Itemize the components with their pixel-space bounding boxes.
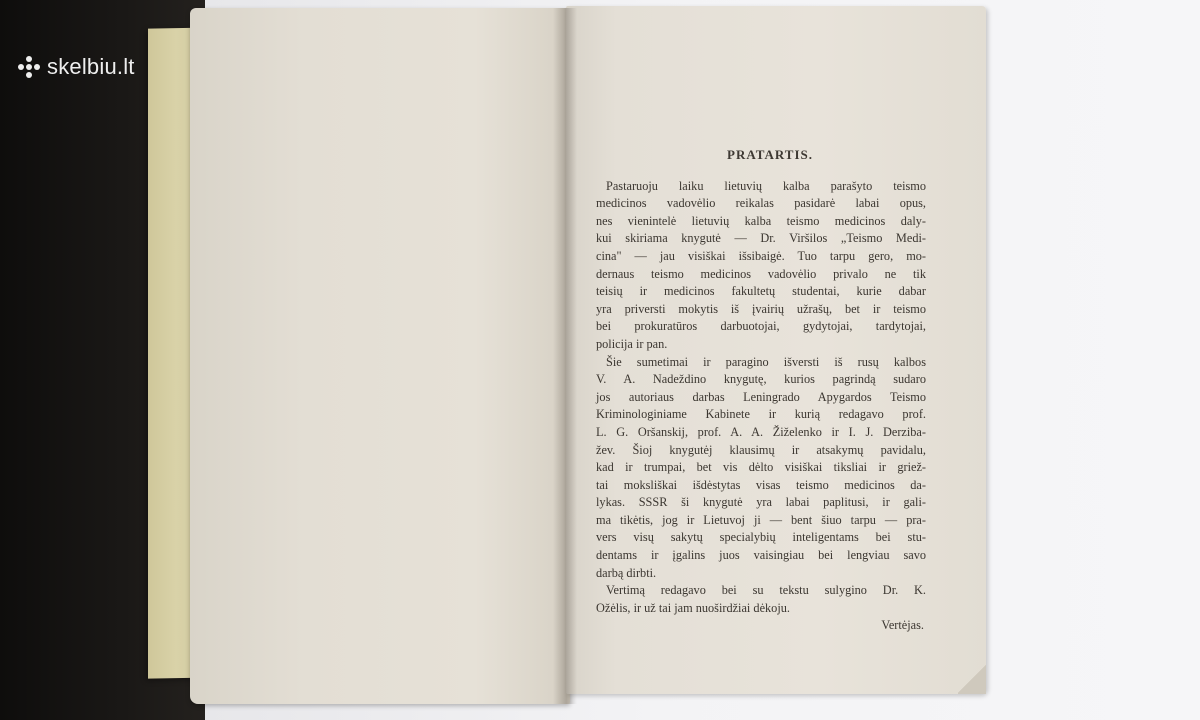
text-line: policija ir pan. <box>596 336 668 351</box>
dots-logo-icon <box>18 56 40 78</box>
page-corner-fold <box>958 664 986 694</box>
text-line: Kriminologiniame Kabinete ir kurią redagavo prof. <box>596 407 926 422</box>
text-line: yra priversti mokytis iš įvairių užrašų, bet ir teismo <box>596 301 926 316</box>
watermark-text: skelbiu.lt <box>47 54 135 79</box>
text-line: bei prokuratūros darbuotojai, gydytojai, tardytojai, <box>596 319 926 334</box>
text-line: teisių ir medicinos fakultetų studentai, kurie dabar <box>596 284 926 299</box>
text-line: jos autoriaus darbas Leningrado Apygardos Teismo <box>596 389 926 404</box>
text-line: cina" — jau visiškai išsibaigė. Tuo tarpu gero, mo- <box>596 248 926 263</box>
text-line: Ožėlis, ir už tai jam nuoširdžiai dėkoju. <box>596 600 790 615</box>
text-line: kui skiriama knygutė — Dr. Viršilos „Teismo Medi- <box>596 231 926 246</box>
text-line: nes vienintelė lietuvių kalba teismo medicinos daly- <box>596 213 926 228</box>
paragraph-2 <box>596 354 926 583</box>
watermark <box>18 54 135 80</box>
page-heading: PRATARTIS. <box>727 147 813 162</box>
text-line: kad ir trumpai, bet vis dėlto visiškai tiksliai ir griež- <box>596 460 926 475</box>
text-line: V. A. Nadeždino knygutę, kurios pagrindą sudaro <box>596 372 926 387</box>
paragraph-1 <box>596 178 926 354</box>
text-line: tai moksliškai išdėstytas visas teismo medicinos da- <box>596 477 926 492</box>
text-line: medicinos vadovėlio reikalas pasidarė labai opus, <box>596 196 926 211</box>
book-gutter <box>553 8 577 704</box>
signature: Vertėjas. <box>881 618 924 633</box>
text-line: Šie sumetimai ir paragino išversti iš rusų kalbos <box>606 354 926 369</box>
paragraph-3 <box>596 582 926 617</box>
text-line: dernaus teismo medicinos vadovėlio privalo ne tik <box>596 266 926 281</box>
text-line: vers visų sakytų specialybių inteligentams bei stu- <box>596 530 926 545</box>
text-line: ma tikėtis, jog ir Lietuvoj ji — bent šiuo tarpu — pra- <box>596 512 926 527</box>
text-line: lykas. SSSR ši knygutė yra labai paplitusi, ir gali- <box>596 495 926 510</box>
left-page-blank <box>190 8 570 704</box>
text-line: žev. Šioj knygutėj klausimų ir atsakymų pavidalu, <box>596 442 926 457</box>
text-line: dentams ir įgalins juos vaisingiau bei lengviau savo <box>596 548 926 563</box>
text-line: Vertimą redagavo bei su tekstu sulygino Dr. K. <box>606 583 926 598</box>
text-line: L. G. Oršanskij, prof. A. A. Žiželenko ir I. J. Derziba- <box>596 424 926 439</box>
text-line: Pastaruoju laiku lietuvių kalba parašyto teismo <box>606 178 926 193</box>
page-text <box>596 146 926 635</box>
text-line: darbą dirbti. <box>596 565 657 580</box>
